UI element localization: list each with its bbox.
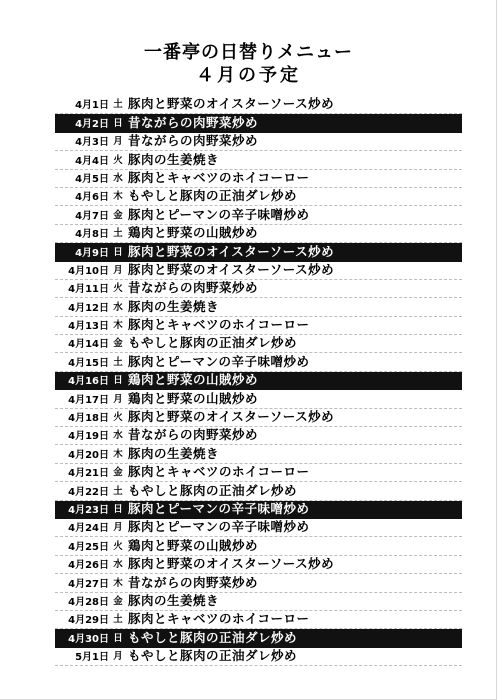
row-date-text: 4月8日 [75, 229, 109, 241]
row-weekday: 月 [113, 393, 123, 405]
row-date-text: 4月5日 [75, 173, 109, 185]
row-date [55, 152, 127, 169]
menu-row [55, 445, 462, 463]
menu-row [55, 298, 462, 316]
row-weekday: 木 [113, 448, 123, 460]
menu-row [55, 170, 462, 188]
row-date-text: 4月20日 [68, 449, 109, 461]
menu-schedule-list [55, 96, 462, 666]
row-date [55, 611, 127, 628]
menu-row [55, 353, 462, 371]
menu-row [55, 335, 462, 353]
row-dish: 鶏肉と野菜の山賊炒め [128, 372, 259, 388]
row-date [55, 317, 127, 334]
row-dish: 鶏肉と野菜の山賊炒め [128, 225, 259, 241]
row-date [55, 225, 127, 242]
row-date-text: 4月17日 [68, 394, 109, 406]
row-dish: 豚肉とキャベツのホイコーロー [128, 611, 310, 627]
menu-row [55, 151, 462, 169]
row-weekday: 金 [113, 595, 123, 607]
row-dish: 鶏肉と野菜の山賊炒め [128, 390, 259, 406]
row-date-text: 4月9日 [75, 247, 109, 259]
row-date-text: 4月30日 [68, 633, 109, 645]
row-date [55, 170, 127, 187]
menu-row [55, 280, 462, 298]
row-date [55, 299, 127, 316]
row-date-text: 4月13日 [68, 321, 109, 333]
row-dish: 豚肉とピーマンの辛子味噌炒め [128, 500, 310, 516]
row-date [55, 593, 127, 610]
row-date [55, 519, 127, 536]
row-date-text: 4月26日 [68, 560, 109, 572]
row-date-text: 4月28日 [68, 596, 109, 608]
row-weekday: 水 [113, 559, 123, 571]
menu-row [55, 648, 462, 666]
row-dish: 豚肉と野菜のオイスターソース炒め [128, 261, 335, 277]
row-weekday: 火 [113, 154, 123, 166]
row-dish: 昔ながらの肉野菜炒め [128, 427, 259, 443]
row-date [55, 501, 127, 518]
row-dish: 豚肉と野菜のオイスターソース炒め [128, 556, 335, 572]
row-dish: 豚肉と野菜のオイスターソース炒め [128, 96, 335, 112]
row-dish: もやしと豚肉の正油ダレ炒め [128, 482, 298, 498]
row-dish: もやしと豚肉の正油ダレ炒め [128, 335, 298, 351]
row-date-text: 4月2日 [75, 118, 109, 130]
row-date [55, 115, 127, 132]
row-weekday: 月 [113, 522, 123, 534]
menu-row [55, 593, 462, 611]
row-date-text: 4月15日 [68, 357, 109, 369]
menu-row [55, 262, 462, 280]
menu-row [55, 409, 462, 427]
menu-row-sunday [55, 629, 462, 647]
row-date-text: 4月12日 [68, 302, 109, 314]
row-date [55, 575, 127, 592]
row-date [55, 262, 127, 279]
row-weekday: 金 [113, 467, 123, 479]
row-weekday: 火 [113, 540, 123, 552]
row-dish: 豚肉の生姜焼き [128, 298, 220, 314]
menu-row [55, 556, 462, 574]
row-date [55, 280, 127, 297]
row-weekday: 火 [113, 412, 123, 424]
menu-row [55, 537, 462, 555]
menu-row [55, 96, 462, 114]
row-dish: 昔ながらの肉野菜炒め [128, 280, 259, 296]
row-date [55, 409, 127, 426]
row-date [55, 648, 127, 665]
row-weekday: 土 [113, 614, 123, 626]
row-dish: 昔ながらの肉野菜炒め [128, 133, 259, 149]
row-weekday: 日 [113, 503, 123, 515]
page-subtitle: ４月の予定 [196, 65, 301, 86]
row-date-text: 4月29日 [68, 615, 109, 627]
row-dish: 豚肉とキャベツのホイコーロー [128, 169, 310, 185]
row-dish: 鶏肉と野菜の山賊炒め [128, 537, 259, 553]
row-date [55, 446, 127, 463]
row-date-text: 4月25日 [68, 541, 109, 553]
menu-row [55, 464, 462, 482]
menu-row-sunday [55, 501, 462, 519]
row-dish: 豚肉とキャベツのホイコーロー [128, 464, 310, 480]
row-dish: 豚肉の生姜焼き [128, 445, 220, 461]
row-dish: 豚肉と野菜のオイスターソース炒め [128, 409, 335, 425]
row-date-text: 4月22日 [68, 486, 109, 498]
menu-row [55, 133, 462, 151]
row-date-text: 4月11日 [68, 284, 109, 296]
row-dish: 豚肉とピーマンの辛子味噌炒め [128, 519, 310, 535]
row-date-text: 4月18日 [68, 413, 109, 425]
row-weekday: 水 [113, 172, 123, 184]
row-weekday: 木 [113, 577, 123, 589]
row-date [55, 538, 127, 555]
row-date [55, 244, 127, 261]
row-weekday: 金 [113, 338, 123, 350]
row-date [55, 335, 127, 352]
menu-row [55, 427, 462, 445]
row-date-text: 4月4日 [75, 155, 109, 167]
row-weekday: 土 [113, 99, 123, 111]
menu-row [55, 574, 462, 592]
row-date-text: 4月14日 [68, 339, 109, 351]
row-date [55, 188, 127, 205]
row-weekday: 土 [113, 356, 123, 368]
menu-row [55, 225, 462, 243]
row-weekday: 月 [113, 651, 123, 663]
row-weekday: 木 [113, 320, 123, 332]
row-date [55, 354, 127, 371]
row-weekday: 金 [113, 209, 123, 221]
row-date [55, 391, 127, 408]
row-date [55, 372, 127, 389]
row-date [55, 483, 127, 500]
menu-row-sunday [55, 372, 462, 390]
row-weekday: 日 [113, 632, 123, 644]
row-weekday: 日 [113, 246, 123, 258]
row-date-text: 4月19日 [68, 431, 109, 443]
menu-row-sunday [55, 114, 462, 132]
row-weekday: 月 [113, 136, 123, 148]
row-date-text: 4月7日 [75, 210, 109, 222]
row-weekday: 木 [113, 191, 123, 203]
menu-row [55, 188, 462, 206]
menu-row [55, 482, 462, 500]
row-date [55, 556, 127, 573]
row-dish: 豚肉とキャベツのホイコーロー [128, 317, 310, 333]
menu-row [55, 206, 462, 224]
row-date [55, 464, 127, 481]
row-date-text: 4月27日 [68, 578, 109, 590]
row-date [55, 427, 127, 444]
menu-row [55, 611, 462, 629]
row-date [55, 630, 127, 647]
row-date-text: 5月1日 [75, 652, 109, 664]
row-weekday: 月 [113, 264, 123, 276]
row-dish: 豚肉とピーマンの辛子味噌炒め [128, 353, 310, 369]
row-dish: 昔ながらの肉野菜炒め [128, 114, 259, 130]
row-date-text: 4月1日 [75, 100, 109, 112]
row-weekday: 火 [113, 283, 123, 295]
menu-row-sunday [55, 243, 462, 261]
row-dish: 昔ながらの肉野菜炒め [128, 574, 259, 590]
row-date-text: 4月3日 [75, 137, 109, 149]
row-weekday: 土 [113, 228, 123, 240]
row-weekday: 日 [113, 117, 123, 129]
menu-row [55, 519, 462, 537]
row-dish: 豚肉とピーマンの辛子味噌炒め [128, 206, 310, 222]
row-date-text: 4月16日 [68, 376, 109, 388]
row-dish: 豚肉の生姜焼き [128, 151, 220, 167]
menu-row [55, 390, 462, 408]
row-weekday: 日 [113, 375, 123, 387]
row-weekday: 土 [113, 485, 123, 497]
row-date [55, 207, 127, 224]
row-dish: もやしと豚肉の正油ダレ炒め [128, 648, 298, 664]
page-title: 一番亭の日替りメニュー [144, 42, 353, 63]
row-dish: 豚肉の生姜焼き [128, 592, 220, 608]
row-date-text: 4月23日 [68, 504, 109, 516]
row-date-text: 4月21日 [68, 468, 109, 480]
row-date-text: 4月6日 [75, 192, 109, 204]
row-dish: 豚肉と野菜のオイスターソース炒め [128, 243, 335, 259]
menu-row [55, 317, 462, 335]
row-date-text: 4月10日 [68, 265, 109, 277]
row-dish: もやしと豚肉の正油ダレ炒め [128, 188, 298, 204]
row-date [55, 96, 127, 113]
row-date [55, 133, 127, 150]
row-weekday: 水 [113, 301, 123, 313]
row-dish: もやしと豚肉の正油ダレ炒め [128, 629, 298, 645]
row-date-text: 4月24日 [68, 523, 109, 535]
row-weekday: 水 [113, 430, 123, 442]
